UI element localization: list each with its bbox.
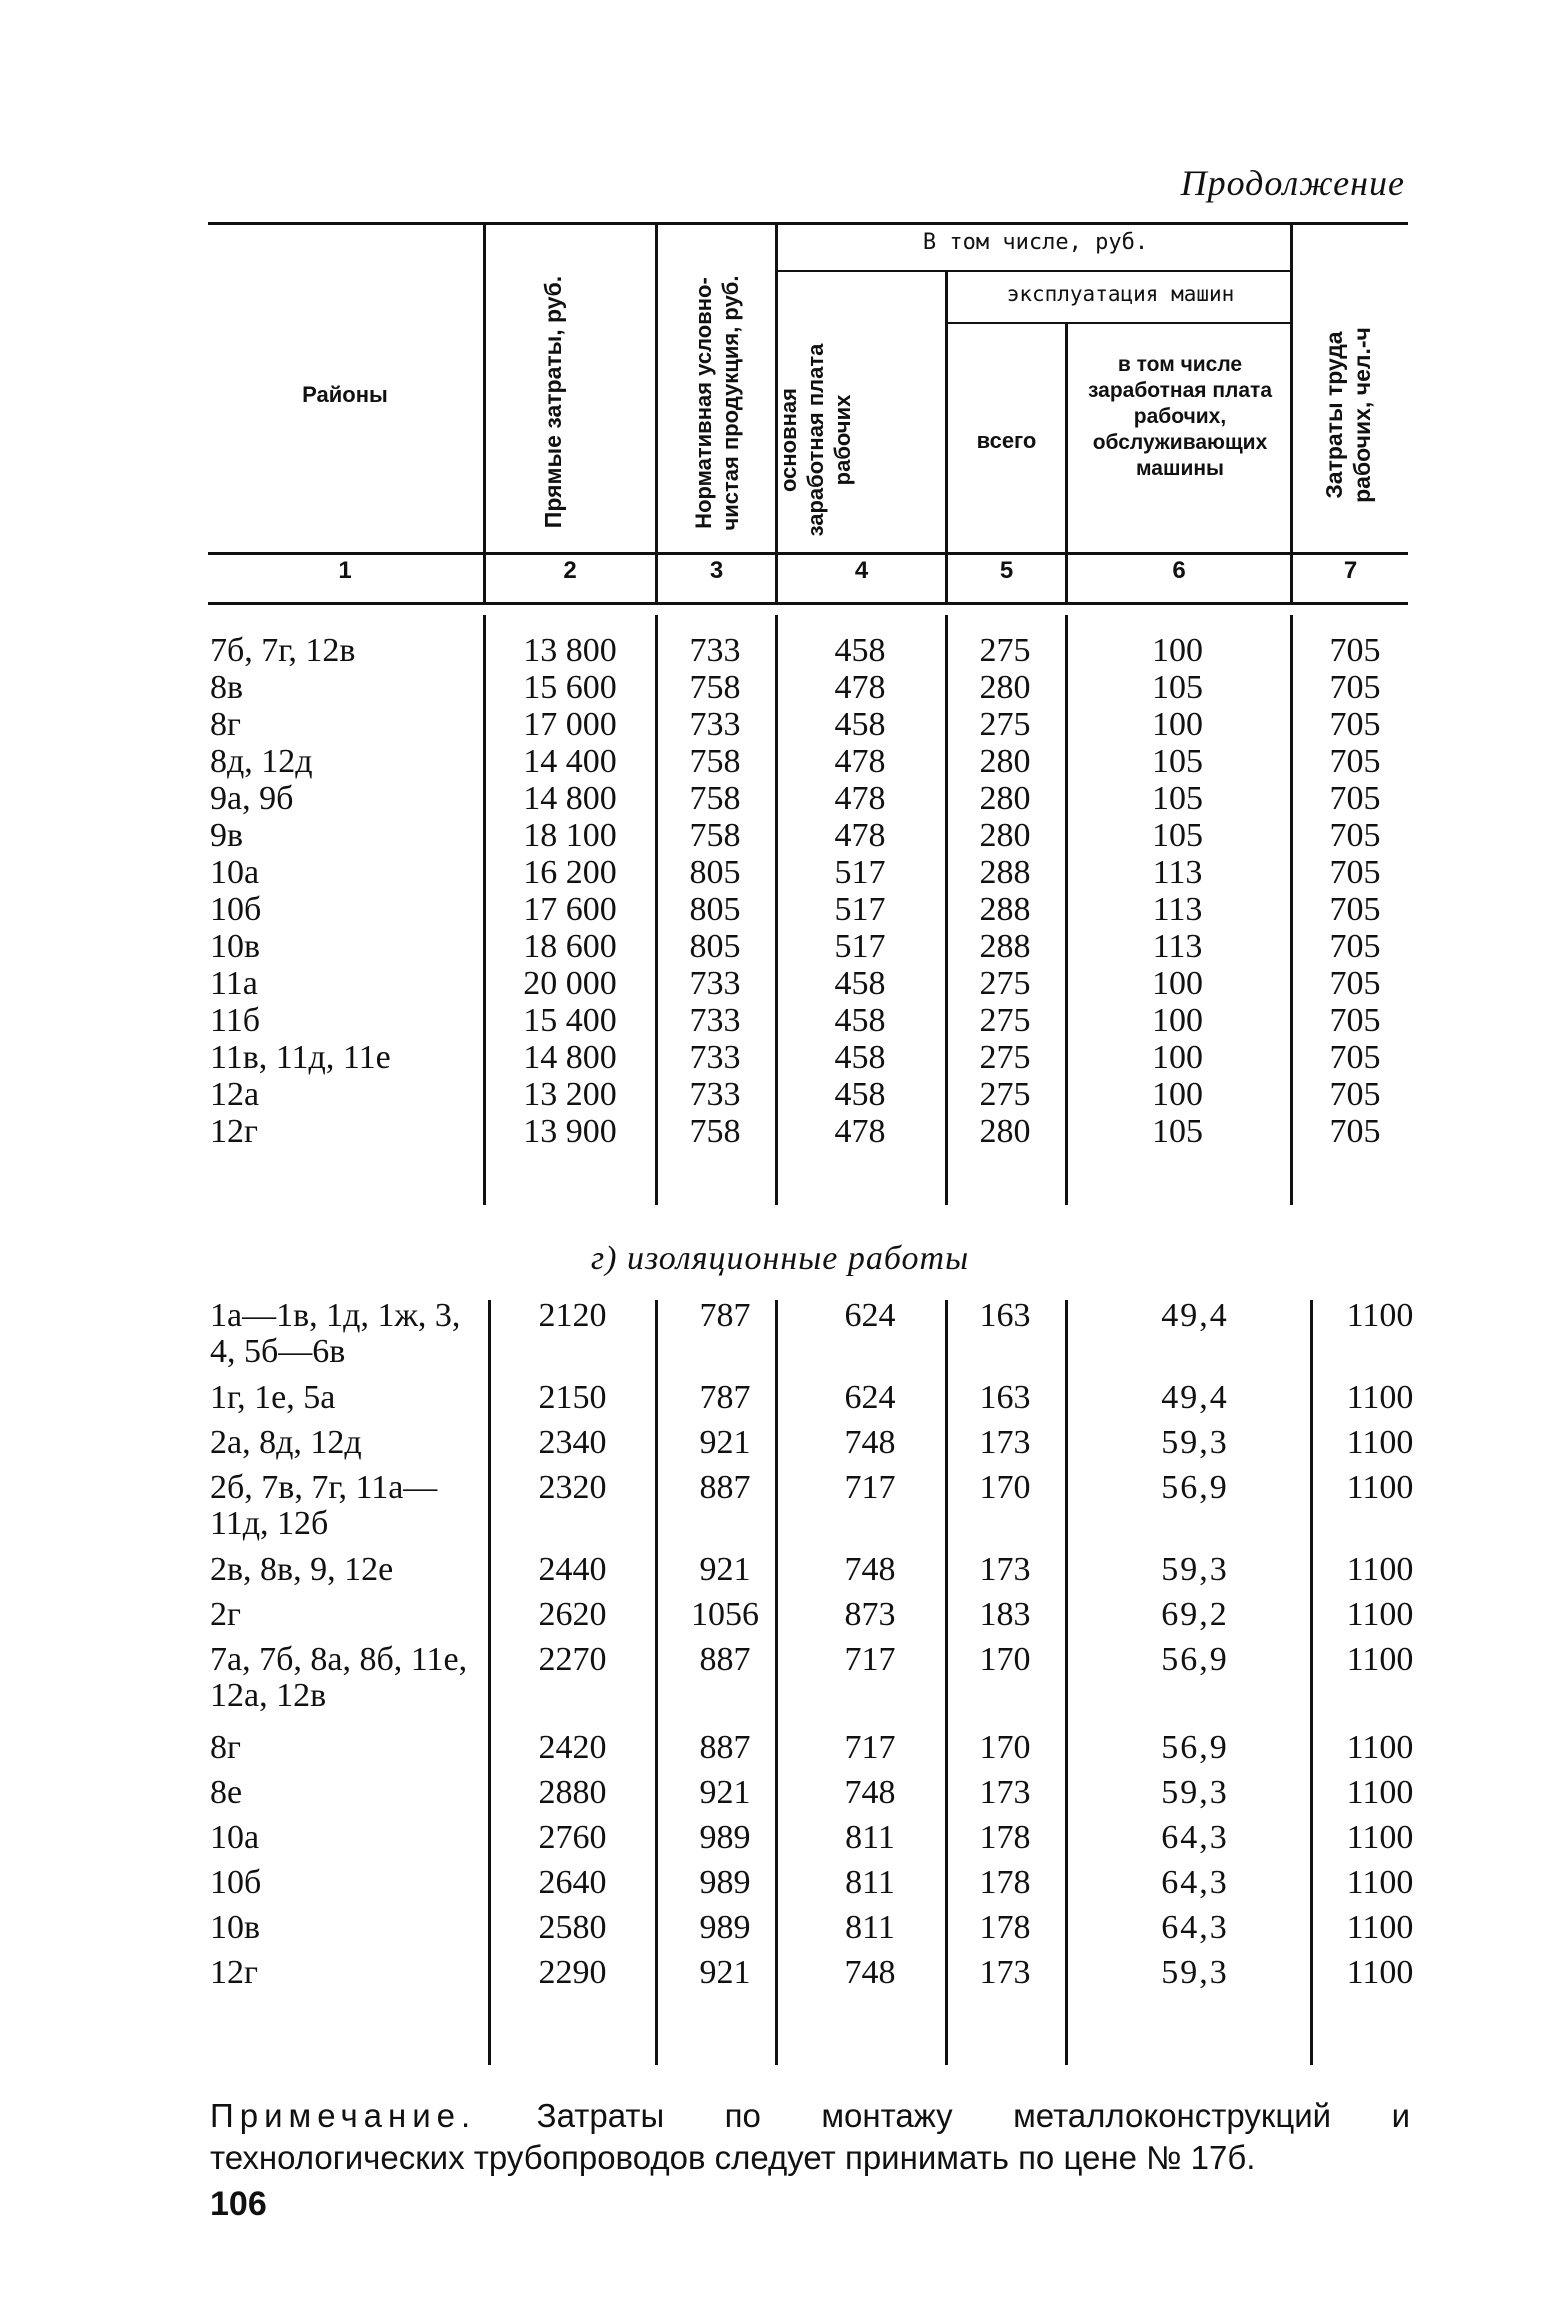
cell-mwage: 100 <box>1152 632 1203 669</box>
cell-mwage: 105 <box>1152 669 1203 706</box>
cell-labor: 1100 <box>1346 1596 1414 1633</box>
cell-district: 8г <box>210 1729 241 1766</box>
cell-total: 163 <box>979 1297 1031 1334</box>
cell-district: 11б <box>210 1002 261 1039</box>
cell-total: 288 <box>979 891 1031 928</box>
header-normative: Нормативная условно-чистая продукция, руб. <box>691 275 743 531</box>
cell-mwage: 113 <box>1152 854 1203 891</box>
page-number: 106 <box>210 2185 267 2223</box>
cell-norm: 758 <box>689 780 741 817</box>
cell-labor: 705 <box>1329 817 1381 854</box>
cell-direct: 13 200 <box>523 1076 617 1113</box>
cell-total: 275 <box>979 1076 1031 1113</box>
cell-mwage: 59,3 <box>1161 1774 1229 1811</box>
header-direct-costs: Прямые затраты, руб. <box>540 275 566 529</box>
cell-mwage: 105 <box>1152 1113 1203 1150</box>
cell-labor: 1100 <box>1346 1424 1414 1461</box>
cell-mwage: 56,9 <box>1161 1469 1229 1506</box>
cell-wage: 748 <box>844 1954 896 1991</box>
cell-labor: 1100 <box>1346 1864 1414 1901</box>
cell-mwage: 113 <box>1152 928 1203 965</box>
cell-district: 9в <box>210 817 244 854</box>
cell-labor: 705 <box>1329 891 1381 928</box>
cell-total: 173 <box>979 1954 1031 1991</box>
cell-district: 7а, 7б, 8а, 8б, 11е, 12а, 12в <box>210 1641 468 1714</box>
cell-direct: 2880 <box>538 1774 607 1811</box>
cell-wage: 748 <box>844 1551 896 1588</box>
cell-direct: 14 800 <box>523 780 617 817</box>
cell-labor: 1100 <box>1346 1297 1414 1334</box>
header-basic-wage: основная заработная плата рабочих <box>776 343 855 537</box>
cell-district: 12г <box>210 1954 258 1991</box>
cell-total: 183 <box>979 1596 1031 1633</box>
cell-district: 8г <box>210 706 241 743</box>
cell-total: 178 <box>979 1819 1031 1856</box>
cell-labor: 705 <box>1329 928 1381 965</box>
cell-wage: 811 <box>845 1909 895 1946</box>
cell-direct: 20 000 <box>523 965 617 1002</box>
cell-labor: 1100 <box>1346 1909 1414 1946</box>
cell-mwage: 105 <box>1152 780 1203 817</box>
header-divider-1 <box>483 225 486 605</box>
cell-direct: 15 600 <box>523 669 617 706</box>
cell-direct: 2620 <box>538 1596 607 1633</box>
cell-norm: 758 <box>689 817 741 854</box>
cell-mwage: 59,3 <box>1161 1954 1229 1991</box>
cell-mwage: 100 <box>1152 706 1203 743</box>
continuation-label: Продолжение <box>1180 163 1405 203</box>
cell-district: 8е <box>210 1774 243 1811</box>
cell-labor: 705 <box>1329 1076 1381 1113</box>
cell-wage: 717 <box>844 1729 896 1766</box>
cell-total: 173 <box>979 1551 1031 1588</box>
cell-norm: 921 <box>699 1551 751 1588</box>
cell-mwage: 59,3 <box>1161 1424 1229 1461</box>
cell-wage: 624 <box>844 1379 896 1416</box>
cell-direct: 2120 <box>538 1297 607 1334</box>
cell-labor: 1100 <box>1346 1379 1414 1416</box>
cell-district: 9а, 9б <box>210 780 294 817</box>
cell-wage: 478 <box>834 1113 886 1150</box>
cell-wage: 478 <box>834 780 886 817</box>
cell-direct: 18 600 <box>523 928 617 965</box>
cell-labor: 1100 <box>1346 1551 1414 1588</box>
colnum-2: 2 <box>563 557 577 584</box>
colnum-4: 4 <box>854 557 869 584</box>
cell-district: 10б <box>210 1864 262 1901</box>
cell-district: 1а—1в, 1д, 1ж, 3, 4, 5б—6в <box>210 1297 461 1370</box>
cell-mwage: 100 <box>1152 965 1203 1002</box>
body2-divider-5 <box>1065 1300 1068 2065</box>
cell-direct: 2320 <box>538 1469 607 1506</box>
cell-mwage: 105 <box>1152 817 1203 854</box>
cell-labor: 1100 <box>1346 1641 1414 1678</box>
cell-district: 12а <box>210 1076 260 1113</box>
cell-district: 10в <box>210 1909 261 1946</box>
cell-wage: 458 <box>834 1076 886 1113</box>
cell-norm: 887 <box>699 1729 751 1766</box>
cell-wage: 811 <box>845 1819 895 1856</box>
cell-norm: 733 <box>689 1002 741 1039</box>
cell-norm: 989 <box>699 1864 751 1901</box>
cell-total: 280 <box>979 743 1031 780</box>
cell-total: 275 <box>979 965 1031 1002</box>
header-districts: Районы <box>302 382 388 407</box>
cell-direct: 13 800 <box>523 632 617 669</box>
cell-direct: 17 600 <box>523 891 617 928</box>
footnote-text: Затраты по монтажу металлоконструкций и технологических трубопроводов следует принимать по цене № 17б. <box>210 2097 1410 2176</box>
cell-district: 7б, 7г, 12в <box>210 632 356 669</box>
cell-norm: 733 <box>689 965 741 1002</box>
cell-district: 1г, 1е, 5а <box>210 1379 336 1416</box>
cell-district: 10б <box>210 891 262 928</box>
cell-direct: 2420 <box>538 1729 607 1766</box>
cell-direct: 14 400 <box>523 743 617 780</box>
cell-wage: 458 <box>834 965 886 1002</box>
cell-wage: 717 <box>844 1469 896 1506</box>
cell-mwage: 69,2 <box>1161 1596 1229 1633</box>
cell-wage: 811 <box>845 1864 895 1901</box>
cell-total: 163 <box>979 1379 1031 1416</box>
cell-labor: 705 <box>1329 632 1381 669</box>
cell-mwage: 105 <box>1152 743 1203 780</box>
header-machine-operation: эксплуатация машин <box>1006 282 1235 306</box>
colnum-6: 6 <box>1172 557 1186 584</box>
cell-mwage: 59,3 <box>1161 1551 1229 1588</box>
cell-wage: 517 <box>834 854 886 891</box>
cell-norm: 733 <box>689 632 741 669</box>
cell-wage: 478 <box>834 743 886 780</box>
cell-mwage: 100 <box>1152 1002 1203 1039</box>
cell-norm: 758 <box>689 669 741 706</box>
section2-title: г) изоляционные работы <box>590 1240 970 1277</box>
cell-norm: 733 <box>689 1076 741 1113</box>
cell-mwage: 56,9 <box>1161 1729 1229 1766</box>
cell-total: 173 <box>979 1774 1031 1811</box>
cell-direct: 18 100 <box>523 817 617 854</box>
cell-norm: 758 <box>689 743 741 780</box>
cell-wage: 748 <box>844 1424 896 1461</box>
cell-direct: 2580 <box>538 1909 607 1946</box>
cell-district: 8д, 12д <box>210 743 313 780</box>
cell-norm: 989 <box>699 1819 751 1856</box>
cell-district: 10а <box>210 854 260 891</box>
cell-total: 275 <box>979 706 1031 743</box>
cell-district: 10а <box>210 1819 260 1856</box>
cell-norm: 787 <box>699 1379 751 1416</box>
cell-wage: 458 <box>834 706 886 743</box>
cell-direct: 17 000 <box>523 706 617 743</box>
cell-norm: 887 <box>699 1641 751 1678</box>
cell-norm: 733 <box>689 706 741 743</box>
cell-norm: 1056 <box>691 1596 759 1633</box>
cell-norm: 921 <box>699 1774 751 1811</box>
cell-labor: 1100 <box>1346 1729 1414 1766</box>
cell-mwage: 64,3 <box>1161 1864 1229 1901</box>
cell-direct: 2340 <box>538 1424 607 1461</box>
cell-total: 170 <box>979 1469 1031 1506</box>
cell-wage: 458 <box>834 1039 886 1076</box>
cell-total: 280 <box>979 669 1031 706</box>
cell-mwage: 100 <box>1152 1039 1203 1076</box>
cell-mwage: 49,4 <box>1161 1379 1229 1416</box>
cell-norm: 805 <box>689 891 741 928</box>
cell-mwage: 49,4 <box>1161 1297 1229 1334</box>
cell-norm: 805 <box>689 854 741 891</box>
cell-mwage: 100 <box>1152 1076 1203 1113</box>
cell-district: 11а <box>210 965 258 1002</box>
cell-norm: 989 <box>699 1909 751 1946</box>
cell-total: 275 <box>979 632 1031 669</box>
cell-norm: 758 <box>689 1113 741 1150</box>
cell-labor: 705 <box>1329 1039 1381 1076</box>
cell-mwage: 56,9 <box>1161 1641 1229 1678</box>
cell-district: 2б, 7в, 7г, 11а—11д, 12б <box>210 1469 438 1542</box>
cell-wage: 717 <box>844 1641 896 1678</box>
cell-wage: 748 <box>844 1774 896 1811</box>
cell-direct: 16 200 <box>523 854 617 891</box>
colnum-5: 5 <box>999 557 1014 584</box>
header-subrule-including <box>778 270 1293 272</box>
cell-district: 2г <box>210 1596 241 1633</box>
cell-mwage: 64,3 <box>1161 1819 1229 1856</box>
cell-labor: 1100 <box>1346 1774 1414 1811</box>
cell-total: 275 <box>979 1039 1031 1076</box>
cell-labor: 705 <box>1329 706 1381 743</box>
cell-total: 170 <box>979 1729 1031 1766</box>
cell-district: 11в, 11д, 11е <box>210 1039 391 1076</box>
cell-total: 280 <box>979 780 1031 817</box>
header-including: В том числе, руб. <box>922 230 1149 255</box>
cell-direct: 2640 <box>538 1864 607 1901</box>
cell-mwage: 113 <box>1152 891 1203 928</box>
cell-labor: 705 <box>1329 743 1381 780</box>
cell-labor: 1100 <box>1346 1954 1414 1991</box>
cell-norm: 921 <box>699 1424 751 1461</box>
footnote <box>210 2095 1410 2179</box>
cell-labor: 1100 <box>1346 1469 1414 1506</box>
header-subrule-machines <box>948 322 1293 324</box>
cell-direct: 2290 <box>538 1954 607 1991</box>
cell-labor: 705 <box>1329 1113 1381 1150</box>
cell-total: 288 <box>979 854 1031 891</box>
cell-total: 288 <box>979 928 1031 965</box>
header-total: всего <box>976 428 1037 453</box>
header-divider-2 <box>655 225 658 605</box>
cell-labor: 705 <box>1329 854 1381 891</box>
cell-district: 12г <box>210 1113 258 1150</box>
cell-wage: 458 <box>834 632 886 669</box>
cell-direct: 2760 <box>538 1819 607 1856</box>
cell-labor: 1100 <box>1346 1819 1414 1856</box>
cell-direct: 13 900 <box>523 1113 617 1150</box>
cell-labor: 705 <box>1329 669 1381 706</box>
cell-mwage: 64,3 <box>1161 1909 1229 1946</box>
cell-norm: 733 <box>689 1039 741 1076</box>
cell-wage: 873 <box>844 1596 896 1633</box>
cell-direct: 2270 <box>538 1641 607 1678</box>
colnum-3: 3 <box>709 557 724 584</box>
cell-labor: 705 <box>1329 780 1381 817</box>
header-wage-machine-workers: в том числе заработная плата рабочих, обслуживающих машины <box>1087 353 1273 480</box>
cell-wage: 478 <box>834 669 886 706</box>
cell-labor: 705 <box>1329 1002 1381 1039</box>
cell-direct: 15 400 <box>523 1002 617 1039</box>
colnum-bottom-rule <box>208 602 1408 605</box>
cell-labor: 705 <box>1329 965 1381 1002</box>
cell-total: 173 <box>979 1424 1031 1461</box>
header-labor-costs: Затраты труда рабочих, чел.-ч <box>1321 327 1375 503</box>
footnote-label: Примечание. <box>210 2097 477 2134</box>
cell-direct: 14 800 <box>523 1039 617 1076</box>
cell-district: 10в <box>210 928 261 965</box>
cell-total: 280 <box>979 817 1031 854</box>
cell-wage: 517 <box>834 891 886 928</box>
cell-wage: 517 <box>834 928 886 965</box>
cell-total: 280 <box>979 1113 1031 1150</box>
header-top-rule <box>208 222 1408 225</box>
cell-wage: 624 <box>844 1297 896 1334</box>
colnum-7: 7 <box>1343 557 1358 584</box>
cell-total: 275 <box>979 1002 1031 1039</box>
cell-total: 178 <box>979 1909 1031 1946</box>
cell-district: 8в <box>210 669 244 706</box>
cell-total: 178 <box>979 1864 1031 1901</box>
cell-total: 170 <box>979 1641 1031 1678</box>
cell-norm: 787 <box>699 1297 751 1334</box>
cell-wage: 478 <box>834 817 886 854</box>
cell-direct: 2150 <box>538 1379 607 1416</box>
cell-direct: 2440 <box>538 1551 607 1588</box>
cell-district: 2а, 8д, 12д <box>210 1424 362 1461</box>
cell-norm: 921 <box>699 1954 751 1991</box>
cell-norm: 887 <box>699 1469 751 1506</box>
cell-wage: 458 <box>834 1002 886 1039</box>
cell-norm: 805 <box>689 928 741 965</box>
colnum-1: 1 <box>338 557 352 584</box>
cell-district: 2в, 8в, 9, 12е <box>210 1551 394 1588</box>
